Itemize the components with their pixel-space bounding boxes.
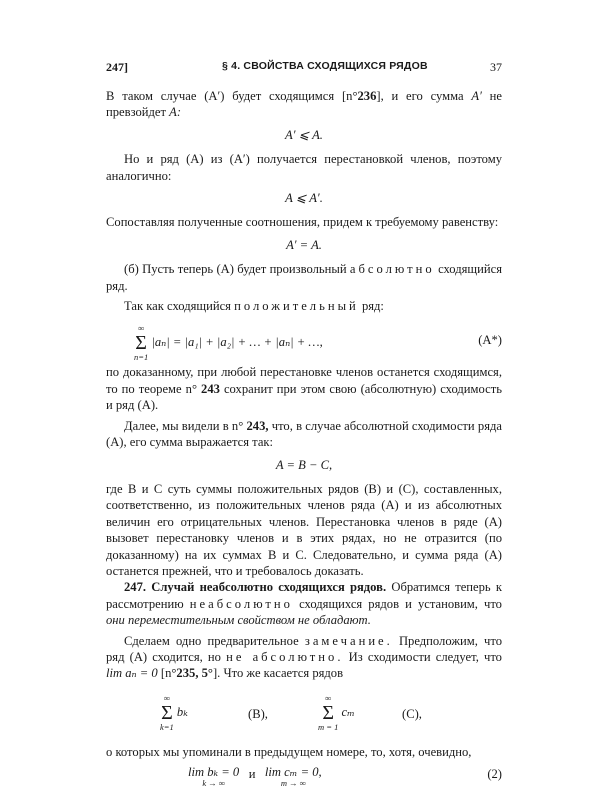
section-number: 247] bbox=[106, 60, 128, 74]
series-pair bbox=[106, 694, 502, 732]
paragraph-4: (б) Пусть теперь (A) будет произвольный абсолютно сходящийся ряд. bbox=[106, 262, 502, 293]
paragraph-5: Так как сходящийся положительный ряд: bbox=[124, 299, 384, 314]
running-header bbox=[106, 60, 502, 76]
page-body bbox=[106, 88, 502, 792]
page-number: 37 bbox=[490, 60, 502, 74]
series-b: ∞ Σ k=1 bₖ bbox=[160, 692, 188, 732]
paragraph-3: Сопоставляя полученные соотношения, придем к требуемому равенству: bbox=[106, 215, 499, 230]
equation-2: A ⩽ A′. bbox=[285, 191, 323, 206]
series-equation: ∞ Σ n=1 |aₙ| = |a₁| + |a₂| + … + |aₙ| + …, (A*) bbox=[134, 323, 502, 363]
label-b: (B), bbox=[248, 706, 268, 721]
paragraph-11: о которых мы упоминали в предыдущем номере, то, хотя, очевидно, bbox=[106, 744, 472, 759]
equation-label-2: (2) bbox=[487, 767, 502, 782]
limit-equation: lim bₖ = 0 k → ∞ и lim cₘ = 0, m → ∞ (2) bbox=[188, 765, 502, 789]
paragraph-1: В таком случае (A′) будет сходящимся [n°236], и его сумма A′ не превзойдет A: bbox=[106, 89, 503, 120]
paragraph-6: по доказанному, при любой перестановке членов останется сходящимся, то по теореме n° 243 сохранит при этом свою (абсолютную) сходимость и ряд (A). bbox=[106, 365, 502, 413]
equation-1: A′ ⩽ A. bbox=[285, 127, 323, 142]
section-heading: 247. Случай неабсолютно сходящихся рядов. bbox=[124, 580, 387, 595]
series-c: ∞ Σ m = 1 cₘ bbox=[318, 692, 355, 732]
paragraph-9: 247. Случай неабсолютно сходящихся рядов. Обратимся теперь к рассмотрению неабсолютно сходящихся рядов и установим, что они переместительным свойством не обладают. bbox=[106, 580, 503, 628]
equation-3: A′ = A. bbox=[286, 237, 322, 252]
equation-4: A = B − C, bbox=[275, 457, 333, 472]
label-c: (C), bbox=[402, 706, 422, 721]
sigma-symbol: ∞ Σ n=1 bbox=[134, 323, 149, 363]
equation-label: (A*) bbox=[478, 333, 502, 348]
paragraph-10: Сделаем одно предварительное замечание. Предположим, что ряд (A) сходится, но не абсолютно. Из сходимости следует, что lim aₙ = 0 [n°235, 5°]. Что же касается рядов bbox=[106, 633, 502, 681]
paragraph-7: Далее, мы видели в n° 243, что, в случае абсолютной сходимости ряда (A), его сумма выражается так: bbox=[106, 418, 502, 450]
paragraph-8: где B и C суть суммы положительных рядов (B) и (C), составленных, соответственно, из положительных членов ряда (A) и из абсолютных величин его отрицательных членов. Перестановка членов в ряде (A) вызовет перестановку членов и в этих рядах, но не отразится (по доказанному) на их суммах B и C. Следовательно, и сумма ряда (A) останется прежней, что и требовалось доказать. bbox=[106, 481, 502, 578]
running-title: § 4. СВОЙСТВА СХОДЯЩИХСЯ РЯДОВ bbox=[222, 60, 428, 72]
paragraph-2: Но и ряд (A) из (A′) получается перестановкой членов, поэтому аналогично: bbox=[106, 152, 502, 183]
